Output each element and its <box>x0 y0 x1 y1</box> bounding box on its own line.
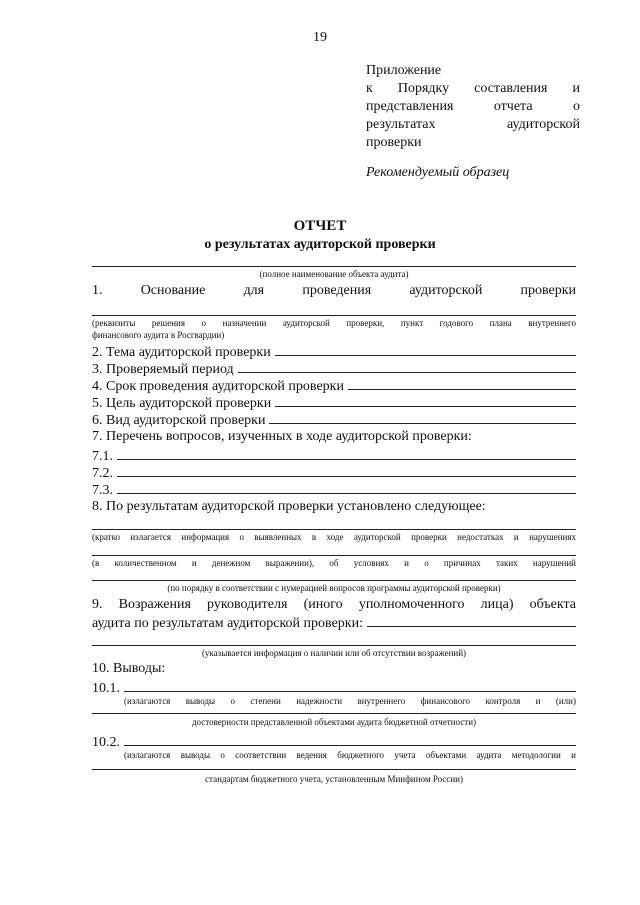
report-title: ОТЧЕТ <box>293 218 347 234</box>
appendix-line-4 <box>366 116 580 134</box>
item-label: 4. Срок проведения аудиторской проверки <box>92 379 344 394</box>
item-9-objections: 9. Возражения руководителя (иного уполномоченного лица) объекта <box>92 597 576 612</box>
item-8-caption-1: (кратко излагается информация о выявленных в ходе аудиторской проверки недостатках и нарушениях <box>92 532 576 542</box>
item-label: 7.1. <box>92 449 113 464</box>
item-word: проведения <box>302 283 372 298</box>
recommended-sample: Рекомендуемый образец <box>366 165 510 180</box>
item-7-3 <box>92 481 576 499</box>
item-3-period <box>92 360 576 378</box>
appendix-line-2 <box>366 80 580 98</box>
conclusion-1-field[interactable] <box>124 679 576 692</box>
appendix-word: и <box>572 81 581 96</box>
question-1-field[interactable] <box>117 447 576 460</box>
report-subtitle: о результатах аудиторской проверки <box>204 237 436 252</box>
item-label: 10.1. <box>92 681 120 696</box>
appendix-word: составления <box>474 81 548 96</box>
item-1-caption-1: (реквизиты решения о назначении аудиторской проверки, пункт годового плана внутреннего <box>92 318 576 328</box>
appendix-word: о <box>573 99 580 114</box>
appendix-line-1: Приложение <box>366 63 442 78</box>
objections-line <box>92 645 576 646</box>
item-1-line <box>92 315 576 316</box>
page-number: 19 <box>313 30 327 45</box>
conclusion-2-line <box>92 769 576 770</box>
item-7-1 <box>92 447 576 465</box>
item-label: 2. Тема аудиторской проверки <box>92 345 271 360</box>
item-word: проверки <box>520 283 577 298</box>
item-label: 7.3. <box>92 483 113 498</box>
object-name-line <box>92 266 576 267</box>
appendix-line-3 <box>366 98 580 116</box>
objections-field[interactable] <box>367 614 576 627</box>
item-6-type <box>92 411 576 429</box>
topic-field[interactable] <box>275 343 576 356</box>
item-7-questions: 7. Перечень вопросов, изученных в ходе аудиторской проверки: <box>92 429 472 444</box>
question-2-field[interactable] <box>117 464 576 477</box>
conclusion-2-field[interactable] <box>124 733 576 746</box>
findings-line-1 <box>92 529 576 530</box>
item-1-caption-2: финансового аудита в Росгвардии) <box>92 330 225 340</box>
item-label: 3. Проверяемый период <box>92 362 234 377</box>
item-10-conclusions: 10. Выводы: <box>92 661 166 676</box>
period-field[interactable] <box>238 360 576 373</box>
appendix-word: Порядку <box>397 81 450 96</box>
item-label: 6. Вид аудиторской проверки <box>92 413 266 428</box>
appendix-word: отчета <box>493 99 533 114</box>
item-9-caption: (указывается информация о наличии или об отсутствии возражений) <box>201 648 467 658</box>
item-label: 7.2. <box>92 466 113 481</box>
term-field[interactable] <box>348 377 576 390</box>
type-field[interactable] <box>269 411 576 424</box>
item-8-caption-2: (в количественном и денежном выражении), об условиях и о причинах таких нарушений <box>92 558 576 568</box>
item-5-goal <box>92 394 576 412</box>
item-10-2-caption-1: (излагаются выводы о соответствии ведения бюджетного учета объектами аудита методологии и <box>124 750 576 760</box>
item-10-2-caption-2: стандартам бюджетного учета, установленным Минфином России) <box>205 774 463 784</box>
findings-line-3 <box>92 580 576 581</box>
appendix-word: результатах <box>366 117 436 132</box>
goal-field[interactable] <box>275 394 576 407</box>
item-2-topic <box>92 343 576 361</box>
conclusion-1-line <box>92 713 576 714</box>
question-3-field[interactable] <box>117 481 576 494</box>
item-label: 5. Цель аудиторской проверки <box>92 396 272 411</box>
item-1-basis <box>92 283 576 299</box>
item-label: 10.2. <box>92 735 120 750</box>
appendix-word: к <box>366 81 373 96</box>
findings-line-2 <box>92 555 576 556</box>
item-word: 1. Основание <box>92 283 206 298</box>
appendix-word: аудиторской <box>507 117 580 132</box>
item-word: для <box>243 283 265 298</box>
item-9-line-2 <box>92 614 576 632</box>
appendix-line-5: проверки <box>366 135 422 150</box>
item-word: аудиторской <box>409 283 483 298</box>
item-10-1-caption-2: достоверности представленной объектами аудита бюджетной отчетности) <box>191 717 477 727</box>
item-4-term <box>92 377 576 395</box>
item-10-1-caption-1: (излагаются выводы о степени надежности внутреннего финансового контроля и (или) <box>124 696 576 706</box>
item-label: аудита по результатам аудиторской проверки: <box>92 616 363 631</box>
item-7-2 <box>92 464 576 482</box>
appendix-word: представления <box>366 99 454 114</box>
item-8-findings: 8. По результатам аудиторской проверки установлено следующее: <box>92 499 486 514</box>
object-name-caption: (полное наименование объекта аудита) <box>259 269 409 279</box>
item-8-caption-3: (по порядку в соответствии с нумерацией вопросов программы аудиторской проверки) <box>167 583 501 593</box>
